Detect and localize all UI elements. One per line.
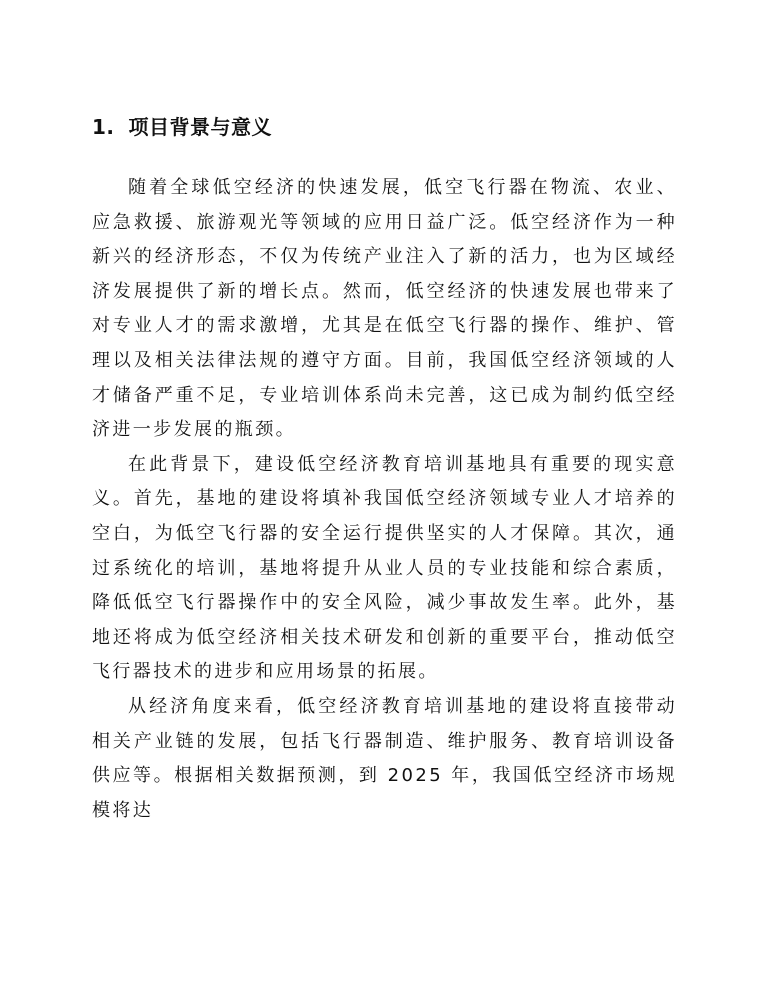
paragraph-significance: 在此背景下，建设低空经济教育培训基地具有重要的现实意义。首先，基地的建设将填补我国低空经济领域专业人才培养的空白，为低空飞行器的安全运行提供坚实的人才保障。其次，通过系统化的培训，基地将提升从业人员的专业技能和综合素质，降低低空飞行器操作中的安全风险，减少事故发生率。此外，基地还将成为低空经济相关技术研发和创新的重要平台，推动低空飞行器技术的进步和应用场景的拓展。 xyxy=(92,453,677,683)
paragraph-background: 随着全球低空经济的快速发展，低空飞行器在物流、农业、应急救援、旅游观光等领域的应用日益广泛。低空经济作为一种新兴的经济形态，不仅为传统产业注入了新的活力，也为区域经济发展提供了新的增长点。然而，低空经济的快速发展也带来了对专业人才的需求激增，尤其是在低空飞行器的操作、维护、管理以及相关法律法规的遵守方面。目前，我国低空经济领域的人才储备严重不足，专业培训体系尚未完善，这已成为制约低空经济进一步发展的瓶颈。 xyxy=(92,177,677,441)
body-text xyxy=(92,171,677,828)
paragraph-economic-impact: 从经济角度来看，低空经济教育培训基地的建设将直接带动相关产业链的发展，包括飞行器制造、维护服务、教育培训设备供应等。根据相关数据预测，到 2025 年，我国低空经济市场规模将达 xyxy=(92,695,677,821)
section-number: 1. xyxy=(92,115,115,139)
section-title: 项目背景与意义 xyxy=(128,115,273,139)
section-heading xyxy=(92,112,272,142)
